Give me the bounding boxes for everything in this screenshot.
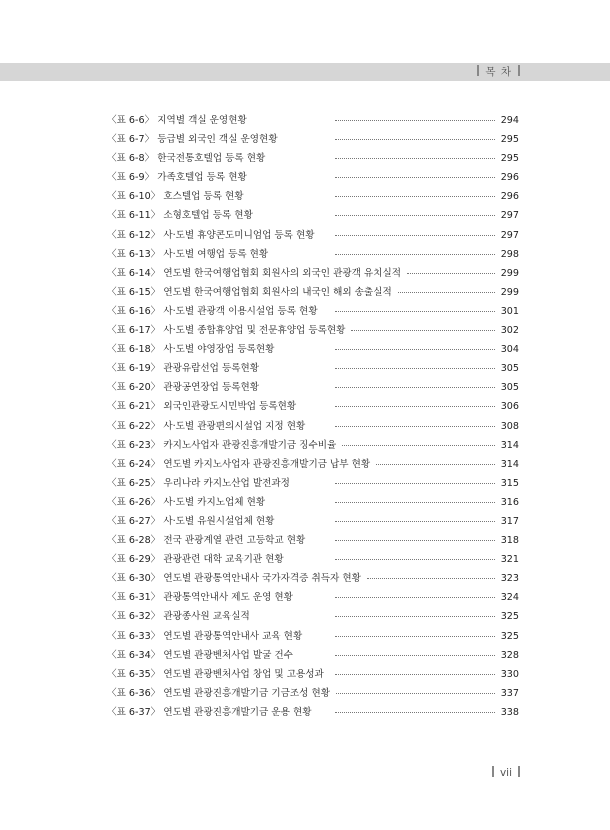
toc-entry[interactable]: [107, 188, 519, 207]
divider-bar: [492, 766, 494, 777]
dot-leader: [336, 693, 495, 694]
dot-leader: [335, 368, 495, 369]
dot-leader: [335, 540, 495, 541]
toc-entry[interactable]: [107, 666, 519, 685]
toc-entry[interactable]: [107, 647, 519, 666]
toc-entry-label: 〈표 6-13〉 사·도별 여행업 등록 현황: [107, 248, 269, 260]
toc-entry[interactable]: [107, 437, 519, 456]
toc-entry-page: 314: [500, 458, 519, 470]
toc-entry-page: 299: [500, 267, 519, 279]
toc-entry[interactable]: [107, 379, 519, 398]
toc-entry-page: 305: [500, 382, 519, 394]
dot-leader: [335, 177, 495, 178]
toc-entry-label: 〈표 6-36〉 연도별 관광진흥개발기금 기금조성 현황: [107, 687, 331, 699]
toc-entry[interactable]: [107, 628, 519, 647]
dot-leader: [335, 120, 495, 121]
toc-entry-label: 〈표 6-14〉 연도별 한국여행업협회 회원사의 외국인 관광객 유치실적: [107, 267, 401, 279]
dot-leader: [335, 254, 495, 255]
toc-entry[interactable]: [107, 246, 519, 265]
dot-leader: [335, 196, 495, 197]
toc-entry-page: 294: [500, 115, 519, 126]
toc-entry-label: 〈표 6-18〉 사·도별 야영장업 등록현황: [107, 344, 275, 356]
toc-entry[interactable]: [107, 322, 519, 341]
toc-entry-label: 〈표 6-21〉 외국인관광도시민박업 등록현황: [107, 401, 297, 413]
toc-entry-page: 328: [500, 649, 519, 661]
section-title: [471, 63, 526, 81]
toc-entry[interactable]: [107, 513, 519, 532]
toc-entry-label: 〈표 6-17〉 사·도별 종합휴양업 및 전문휴양업 등록현황: [107, 325, 346, 337]
dot-leader: [335, 139, 495, 140]
toc-entry[interactable]: [107, 589, 519, 608]
dot-leader: [335, 311, 495, 312]
toc-entry-page: 325: [500, 630, 519, 642]
toc-entry-label: 〈표 6-19〉 관광유람선업 등록현황: [107, 363, 260, 375]
toc-entry[interactable]: [107, 704, 519, 723]
dot-leader: [335, 521, 495, 522]
toc-entry[interactable]: [107, 131, 519, 150]
toc-entry[interactable]: [107, 284, 519, 303]
dot-leader: [342, 445, 495, 446]
toc-entry[interactable]: [107, 112, 519, 131]
section-title-text: 목 차: [485, 66, 512, 78]
dot-leader: [335, 559, 495, 560]
toc-entry[interactable]: [107, 475, 519, 494]
toc-entry[interactable]: [107, 418, 519, 437]
dot-leader: [335, 215, 495, 216]
toc-entry-page: 302: [500, 325, 519, 337]
dot-leader: [376, 464, 495, 465]
toc-entry-page: 296: [500, 172, 519, 184]
toc-entry-label: 〈표 6-23〉 카지노사업자 관광진흥개발기금 징수비율: [107, 439, 337, 451]
toc-entry-label: 〈표 6-24〉 연도별 카지노사업자 관광진흥개발기금 납부 현황: [107, 458, 371, 470]
toc-entry-page: 299: [500, 286, 519, 298]
dot-leader: [335, 712, 495, 713]
toc-entry-page: 316: [500, 496, 519, 508]
toc-entry-label: 〈표 6-30〉 연도별 관광통역안내사 국가자격증 취득자 현황: [107, 573, 361, 585]
toc-entry[interactable]: [107, 207, 519, 226]
dot-leader: [407, 273, 495, 274]
dot-leader: [335, 235, 495, 236]
toc-entry-label: 〈표 6-31〉 관광통역안내사 제도 운영 현황: [107, 592, 293, 604]
page-number: vii: [499, 767, 512, 779]
dot-leader: [335, 158, 495, 159]
dot-leader: [335, 349, 495, 350]
toc-entry-label: 〈표 6-8〉 한국전통호텔업 등록 현황: [107, 153, 266, 165]
toc-entry[interactable]: [107, 150, 519, 169]
toc-entry[interactable]: [107, 494, 519, 513]
toc-entry[interactable]: [107, 169, 519, 188]
toc-entry-label: 〈표 6-28〉 전국 관광계열 관련 고등학교 현황: [107, 535, 306, 547]
toc-entry[interactable]: [107, 227, 519, 246]
toc-entry-label: 〈표 6-25〉 우리나라 카지노산업 발전과정: [107, 477, 290, 489]
toc-entry-label: 〈표 6-26〉 사·도별 카지노업체 현황: [107, 496, 266, 508]
toc-entry[interactable]: [107, 341, 519, 360]
dot-leader: [335, 597, 495, 598]
toc-entry-page: 305: [500, 363, 519, 375]
toc-entry-page: 324: [500, 592, 519, 604]
divider-bar: [518, 65, 520, 76]
toc-entry-page: 297: [500, 210, 519, 222]
toc-entry-label: 〈표 6-22〉 사·도별 관광편의시설업 지정 현황: [107, 420, 306, 432]
dot-leader: [398, 292, 495, 293]
dot-leader: [335, 483, 495, 484]
toc-entry[interactable]: [107, 685, 519, 704]
toc-entry-label: 〈표 6-6〉 지역별 객실 운영현황: [107, 115, 247, 126]
table-of-contents: [107, 112, 519, 723]
toc-entry-page: 338: [500, 706, 519, 718]
toc-entry-label: 〈표 6-29〉 관광관련 대학 교육기관 현황: [107, 554, 284, 566]
toc-entry-page: 325: [500, 611, 519, 623]
toc-entry[interactable]: [107, 265, 519, 284]
toc-entry-page: 301: [500, 305, 519, 317]
toc-entry-page: 337: [500, 687, 519, 699]
toc-entry-page: 304: [500, 344, 519, 356]
toc-entry-page: 306: [500, 401, 519, 413]
toc-entry-label: 〈표 6-16〉 사·도별 관광객 이용시설업 등록 현황: [107, 305, 318, 317]
toc-entry-label: 〈표 6-7〉 등급별 외국인 객실 운영현황: [107, 134, 278, 146]
toc-entry-label: 〈표 6-34〉 연도별 관광벤처사업 발굴 건수: [107, 649, 293, 661]
toc-entry[interactable]: [107, 570, 519, 589]
toc-entry-page: 295: [500, 153, 519, 165]
dot-leader: [335, 674, 495, 675]
toc-entry-page: 317: [500, 515, 519, 527]
dot-leader: [367, 578, 495, 579]
toc-entry-label: 〈표 6-32〉 관광종사원 교육실적: [107, 611, 250, 623]
toc-entry[interactable]: [107, 360, 519, 379]
toc-entry-label: 〈표 6-11〉 소형호텔업 등록 현황: [107, 210, 253, 222]
toc-entry[interactable]: [107, 551, 519, 570]
toc-entry-label: 〈표 6-10〉 호스텔업 등록 현황: [107, 191, 244, 203]
toc-entry-page: 308: [500, 420, 519, 432]
toc-entry-page: 296: [500, 191, 519, 203]
toc-entry-label: 〈표 6-9〉 가족호텔업 등록 현황: [107, 172, 247, 184]
toc-entry-label: 〈표 6-20〉 관광공연장업 등록현황: [107, 382, 260, 394]
toc-entry[interactable]: [107, 532, 519, 551]
dot-leader: [335, 502, 495, 503]
toc-entry[interactable]: [107, 398, 519, 417]
toc-entry-label: 〈표 6-37〉 연도별 관광진흥개발기금 운용 현황: [107, 706, 312, 718]
dot-leader: [335, 636, 495, 637]
dot-leader: [351, 330, 495, 331]
header-band: [0, 63, 610, 81]
toc-entry-page: 298: [500, 248, 519, 260]
toc-entry-page: 295: [500, 134, 519, 146]
toc-entry-page: 315: [500, 477, 519, 489]
dot-leader: [335, 406, 495, 407]
toc-entry-page: 330: [500, 668, 519, 680]
dot-leader: [335, 655, 495, 656]
dot-leader: [335, 616, 495, 617]
toc-entry-label: 〈표 6-27〉 사·도별 유원시설업체 현황: [107, 515, 275, 527]
dot-leader: [335, 426, 495, 427]
divider-bar: [518, 766, 520, 777]
toc-entry[interactable]: [107, 303, 519, 322]
toc-entry[interactable]: [107, 608, 519, 627]
toc-entry-label: 〈표 6-12〉 사·도별 휴양콘도미니엄업 등록 현황: [107, 229, 315, 241]
toc-entry[interactable]: [107, 456, 519, 475]
toc-entry-page: 297: [500, 229, 519, 241]
divider-bar: [477, 65, 479, 76]
toc-entry-page: 314: [500, 439, 519, 451]
toc-entry-page: 321: [500, 554, 519, 566]
toc-entry-label: 〈표 6-15〉 연도별 한국여행업협회 회원사의 내국인 해외 송출실적: [107, 286, 392, 298]
page-footer: [486, 766, 526, 779]
toc-entry-label: 〈표 6-35〉 연도별 관광벤처사업 창업 및 고용성과: [107, 668, 324, 680]
dot-leader: [335, 387, 495, 388]
toc-entry-page: 323: [500, 573, 519, 585]
toc-entry-label: 〈표 6-33〉 연도별 관광통역안내사 교육 현황: [107, 630, 303, 642]
toc-entry-page: 318: [500, 535, 519, 547]
